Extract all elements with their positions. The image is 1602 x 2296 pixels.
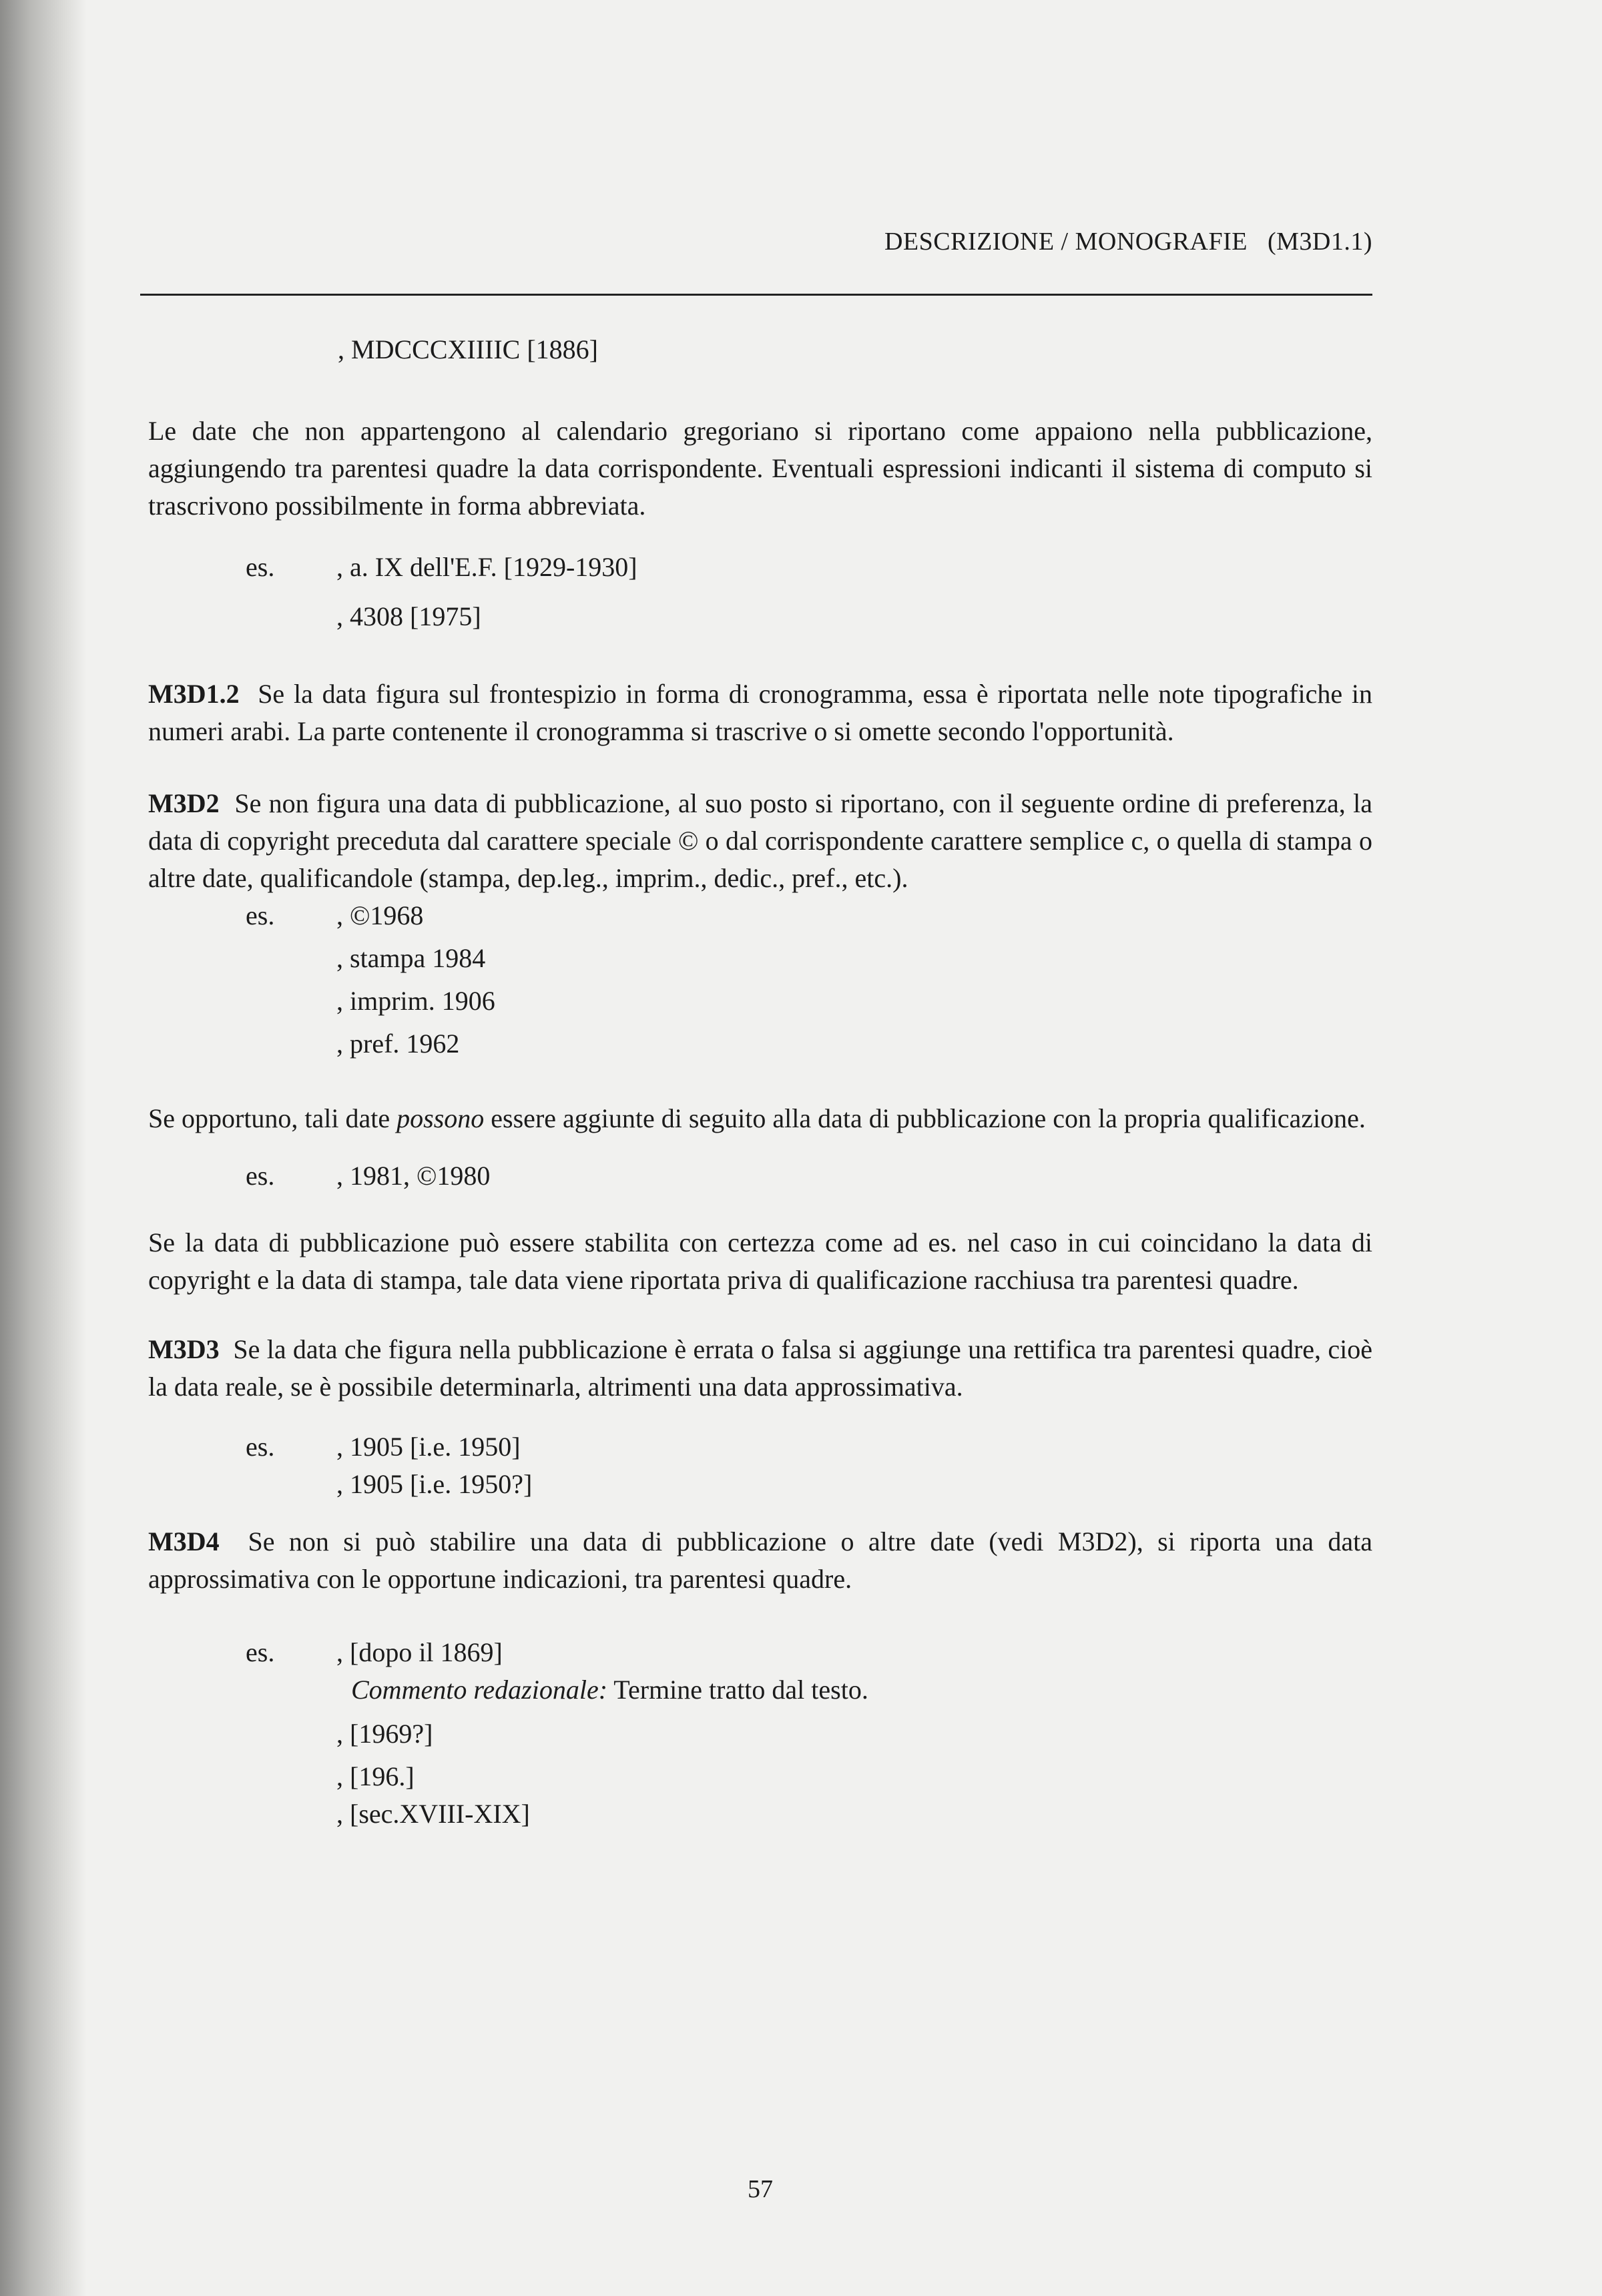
example-value: , [sec.XVIII-XIX] — [336, 1799, 530, 1829]
example-value: , 4308 [1975] — [336, 601, 481, 631]
running-head-title: DESCRIZIONE / MONOGRAFIE — [884, 228, 1248, 256]
example-row — [148, 1428, 1372, 1466]
example-value: , a. IX dell'E.F. [1929-1930] — [336, 552, 637, 582]
book-spine-shadow — [0, 0, 87, 2296]
text-fragment: Se opportuno, tali date — [148, 1103, 397, 1133]
example-value: , [dopo il 1869] — [336, 1637, 503, 1667]
rule-id: M3D3 — [148, 1334, 220, 1364]
example-label: es. — [246, 1161, 275, 1191]
example-label: es. — [246, 1637, 275, 1667]
rule-id: M3D4 — [148, 1526, 220, 1556]
rule-id: M3D2 — [148, 788, 220, 818]
emphasis: possono — [396, 1103, 485, 1133]
document-page — [148, 0, 1372, 2296]
rule-m3d1-2 — [148, 675, 1372, 750]
example-value: , 1981, ©1980 — [336, 1161, 491, 1191]
editorial-comment — [148, 1671, 1372, 1709]
example-value: , stampa 1984 — [336, 943, 486, 973]
example-value: , 1905 [i.e. 1950] — [336, 1432, 521, 1462]
rule-m3d4 — [148, 1523, 1372, 1598]
example-value: , pref. 1962 — [336, 1029, 460, 1059]
rule-text: Se la data figura sul frontespizio in forma di cronogramma, essa è riportata nelle note tipografiche in numeri arabi. La parte contenente il cronogramma si trascrive o si omette secondo l'opportunità. — [148, 679, 1372, 746]
rule-text: Se la data che figura nella pubblicazione è errata o falsa si aggiunge una rettifica tra parentesi quadre, cioè la data reale, se è possibile determinarla, altrimenti una data approssimativa. — [148, 1334, 1373, 1402]
example-label: es. — [246, 900, 275, 930]
rule-m3d3 — [148, 1331, 1372, 1406]
rule-id: M3D1.2 — [148, 679, 240, 709]
example-value: , 1905 [i.e. 1950?] — [336, 1469, 533, 1499]
example-row — [148, 1157, 1372, 1195]
rule-text: Se non si può stabilire una data di pubblicazione o altre date (vedi M3D2), si riporta una data approssimativa con le opportune indicazioni, tra parentesi quadre. — [148, 1526, 1373, 1594]
example-value: , ©1968 — [336, 900, 424, 930]
rule-m3d2 — [148, 785, 1372, 897]
example-value: , imprim. 1906 — [336, 986, 495, 1016]
comment-text: Termine tratto dal testo. — [607, 1675, 868, 1705]
body-text — [148, 331, 1372, 1833]
text-fragment: essere aggiunte di seguito alla data di pubblicazione con la propria qualificazione. — [484, 1103, 1366, 1133]
example-row — [148, 897, 1372, 934]
example-label: es. — [246, 552, 275, 582]
section-code: (M3D1.1) — [1267, 228, 1372, 256]
rule-text: Se non figura una data di pubblicazione, al suo posto si riportano, con il seguente ordine di preferenza, la data di copyright preceduta dal carattere speciale © o dal corrispondente carattere semplice c, o quella di stampa o altre date, qualificandole (stampa, dep.leg., imprim., dedic., pref., etc.). — [148, 788, 1373, 893]
header-rule — [140, 294, 1372, 296]
example-value: , [1969?] — [336, 1719, 433, 1749]
comment-label: Commento redazionale: — [351, 1675, 608, 1705]
example-row — [148, 1634, 1372, 1671]
paragraph-certezza: Se la data di pubblicazione può essere stabilita con certezza come ad es. nel caso in cui coincidano la data di copyright e la data di stampa, tale data viene riportata priva di qualificazione racchiusa tra parentesi quadre. — [148, 1227, 1372, 1295]
example-row — [148, 549, 1372, 586]
page-number: 57 — [748, 2175, 773, 2203]
running-head — [884, 223, 1372, 260]
paragraph-calendar: Le date che non appartengono al calendario gregoriano si riportano come appaiono nella pubblicazione, aggiungendo tra parentesi quadre la data corrispondente. Eventuali espressioni indicanti il sistema di computo si trascrivono possibilmente in forma abbreviata. — [148, 416, 1372, 521]
paragraph-opportuno — [148, 1100, 1372, 1137]
example-value: , [196.] — [336, 1761, 415, 1791]
top-example: , MDCCCXIIIIC [1886] — [338, 334, 598, 364]
example-label: es. — [246, 1432, 275, 1462]
